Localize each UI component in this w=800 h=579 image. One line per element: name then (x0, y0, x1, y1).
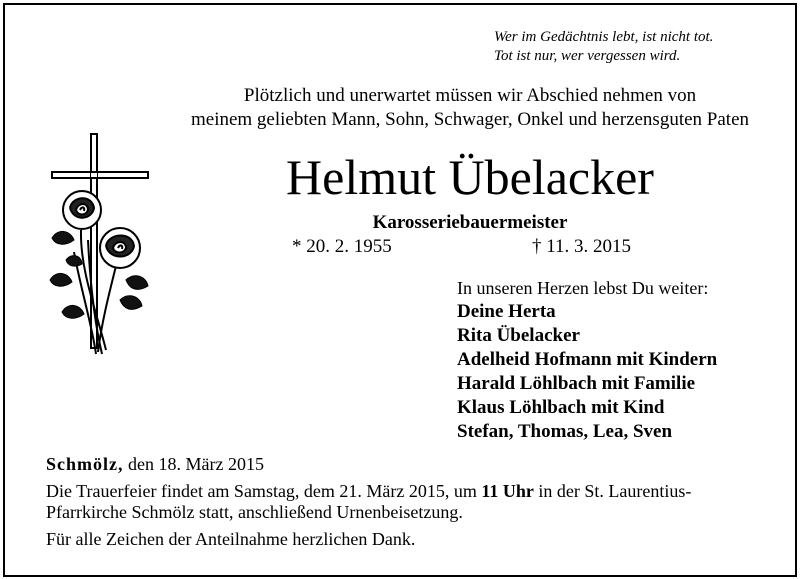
intro-line-2: meinem geliebten Mann, Sohn, Schwager, Onkel und herzensguten Paten (190, 109, 749, 130)
notice-date: den 18. März 2015 (128, 454, 264, 474)
funeral-info-line-2: Pfarrkirche Schmölz statt, anschließend Urnenbeisetzung. (46, 502, 463, 522)
motto-line-1: Wer im Gedächtnis lebt, ist nicht tot. (494, 29, 714, 45)
place-date-line (46, 454, 766, 475)
intro-text (0, 84, 800, 132)
place: Schmölz, (46, 454, 124, 474)
thanks-line: Für alle Zeichen der Anteilnahme herzlichen Dank. (46, 529, 416, 549)
funeral-text-part-2: in der St. Laurentius- (538, 481, 692, 501)
mourner-name: Adelheid Hofmann mit Kindern (457, 349, 718, 370)
mourner-name: Deine Herta (457, 301, 556, 322)
intro-line-1: Plötzlich und unerwartet müssen wir Abschied nehmen von (243, 85, 697, 106)
mourner-name: Harald Löhlbach mit Familie (457, 373, 696, 394)
mourner-name: Klaus Löhlbach mit Kind (457, 397, 665, 418)
motto-line-2: Tot ist nur, wer vergessen wird. (494, 48, 681, 64)
death-date: † 11. 3. 2015 (532, 236, 632, 257)
funeral-text-part-1: Die Trauerfeier findet am Samstag, dem 21. März 2015, um (46, 481, 477, 501)
mourners-lead: In unseren Herzen lebst Du weiter: (457, 278, 709, 298)
motto-quote (494, 28, 754, 66)
mourner-name: Stefan, Thomas, Lea, Sven (457, 421, 673, 442)
deceased-profession: Karosseriebauermeister (372, 212, 568, 233)
birth-date: * 20. 2. 1955 (292, 236, 392, 257)
footer-text (46, 454, 766, 550)
funeral-info-line-1 (46, 481, 766, 502)
mourners-section (457, 276, 717, 444)
funeral-time: 11 Uhr (481, 481, 534, 501)
cross-with-roses-icon (36, 130, 156, 360)
deceased-name: Helmut Übelacker (286, 149, 654, 205)
mourners-list (457, 300, 717, 444)
mourner-name: Rita Übelacker (457, 325, 580, 346)
